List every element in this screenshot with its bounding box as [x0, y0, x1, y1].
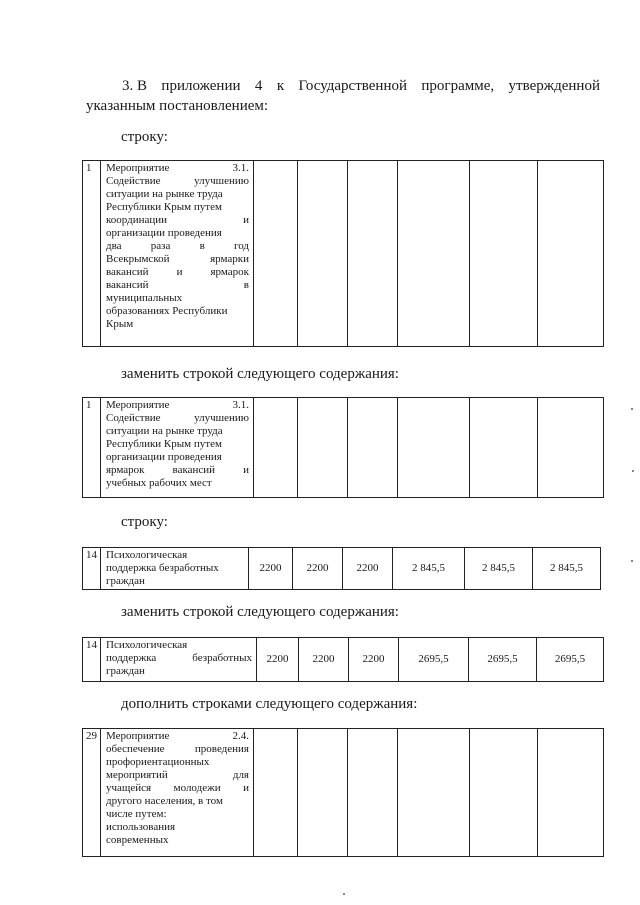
description-word: организации проведения	[106, 227, 222, 239]
empty-cell	[538, 729, 604, 857]
value-cell: 2200	[249, 548, 293, 590]
description-word: учебных рабочих мест	[106, 477, 212, 489]
empty-cell	[398, 161, 470, 347]
description-line	[106, 549, 244, 562]
row-description	[101, 161, 254, 347]
description-word: граждан	[106, 665, 145, 677]
description-line	[106, 769, 249, 782]
empty-cell	[470, 161, 538, 347]
table-new-row-14	[82, 637, 604, 682]
description-line	[106, 821, 249, 834]
empty-cell	[470, 729, 538, 857]
description-word: ярмарки	[210, 253, 249, 265]
row-description	[101, 398, 254, 498]
description-word: вакансий	[106, 266, 149, 278]
description-line	[106, 399, 249, 412]
value-cell: 2 845,5	[465, 548, 533, 590]
description-word: ситуации на рынке труда	[106, 425, 223, 437]
value-cell: 2200	[299, 638, 349, 682]
description-word: проведения	[194, 743, 249, 755]
description-word: другого населения, в том	[106, 795, 223, 807]
empty-cell	[298, 398, 348, 498]
empty-cell	[348, 729, 398, 857]
description-line	[106, 639, 252, 652]
empty-cell	[254, 729, 298, 857]
row-number: 1	[83, 161, 101, 347]
description-word: Мероприятие	[106, 162, 170, 174]
description-line	[106, 162, 249, 175]
empty-cell	[254, 161, 298, 347]
row-number: 1	[83, 398, 101, 498]
value-cell: 2695,5	[399, 638, 469, 682]
description-word: Республики Крым путем	[106, 201, 222, 213]
description-word: для	[232, 769, 249, 781]
description-word: 3.1.	[232, 399, 249, 411]
description-line	[106, 188, 249, 201]
clause-3	[86, 76, 600, 116]
para-dopolnit: дополнить строками следующего содержания:	[121, 696, 418, 712]
description-line	[106, 451, 249, 464]
description-line	[106, 782, 249, 795]
empty-cell	[398, 398, 470, 498]
description-word: и	[243, 464, 249, 476]
clause-word: 3. В	[122, 78, 148, 94]
description-word: и	[243, 782, 249, 794]
description-word: ситуации на рынке труда	[106, 188, 223, 200]
description-line	[106, 834, 249, 847]
description-line	[106, 575, 244, 588]
description-line	[106, 227, 249, 240]
description-word: вакансий	[172, 464, 216, 476]
description-line	[106, 279, 249, 292]
para-stroku-1: строку:	[121, 129, 168, 145]
clause-word: Государственной	[298, 78, 407, 94]
table-new-row-1	[82, 397, 604, 498]
row-description	[101, 729, 254, 857]
description-line	[106, 795, 249, 808]
row-number: 29	[83, 729, 101, 857]
description-word: современных	[106, 834, 169, 846]
row-description	[101, 548, 249, 590]
description-line	[106, 318, 249, 331]
description-word: поддержка	[106, 652, 157, 664]
description-line	[106, 253, 249, 266]
description-line	[106, 214, 249, 227]
description-line	[106, 477, 249, 490]
description-word: организации проведения	[106, 451, 222, 463]
table-old-row-1	[82, 160, 604, 347]
description-word: 3.1.	[232, 162, 249, 174]
description-line	[106, 652, 252, 665]
description-word: Республики Крым путем	[106, 438, 222, 450]
clause-word: программе,	[421, 78, 495, 94]
empty-cell	[538, 161, 604, 347]
description-word: координации	[106, 214, 168, 226]
scan-speck	[632, 470, 634, 472]
description-line	[106, 412, 249, 425]
description-word: образованиях Республики	[106, 305, 228, 317]
description-line	[106, 175, 249, 188]
description-word: и	[243, 214, 249, 226]
description-word: молодежи	[173, 782, 221, 794]
description-word: обеспечение	[106, 743, 165, 755]
description-line	[106, 266, 249, 279]
description-word: профориентационных	[106, 756, 210, 768]
empty-cell	[298, 729, 348, 857]
description-word: два	[106, 240, 122, 252]
description-word: поддержка безработных	[106, 562, 219, 574]
description-line	[106, 756, 249, 769]
description-word: в	[199, 240, 205, 252]
scan-speck	[631, 408, 633, 410]
value-cell: 2200	[349, 638, 399, 682]
description-word: числе путем:	[106, 808, 167, 820]
description-word: улучшению	[194, 175, 249, 187]
value-cell: 2 845,5	[393, 548, 465, 590]
description-line	[106, 201, 249, 214]
para-zamenit-2: заменить строкой следующего содержания:	[121, 604, 399, 620]
description-word: в	[243, 279, 249, 291]
description-word: Крым	[106, 318, 134, 330]
clause-word: к	[276, 78, 285, 94]
description-word: мероприятий	[106, 769, 168, 781]
description-line	[106, 665, 252, 678]
para-zamenit-1: заменить строкой следующего содержания:	[121, 366, 399, 382]
value-cell: 2695,5	[469, 638, 537, 682]
empty-cell	[348, 161, 398, 347]
description-line	[106, 743, 249, 756]
description-word: ярмарок	[106, 464, 145, 476]
empty-cell	[470, 398, 538, 498]
clause-word: приложении	[161, 78, 241, 94]
description-word: безработных	[192, 652, 252, 664]
para-stroku-2: строку:	[121, 514, 168, 530]
description-word: улучшению	[194, 412, 249, 424]
clause-line-2: указанным постановлением:	[86, 98, 269, 114]
value-cell: 2200	[257, 638, 299, 682]
description-line	[106, 425, 249, 438]
description-word: вакансий	[106, 279, 149, 291]
clause-word: утвержденной	[508, 78, 600, 94]
description-word: муниципальных	[106, 292, 183, 304]
description-line	[106, 305, 249, 318]
description-line	[106, 438, 249, 451]
value-cell: 2 845,5	[533, 548, 601, 590]
scan-speck	[631, 560, 633, 562]
description-word: год	[233, 240, 249, 252]
clause-word: 4	[254, 78, 263, 94]
description-line	[106, 808, 249, 821]
row-number: 14	[83, 638, 101, 682]
empty-cell	[254, 398, 298, 498]
description-word: и	[176, 266, 183, 278]
description-word: 2.4.	[232, 730, 249, 742]
value-cell: 2200	[293, 548, 343, 590]
row-number: 14	[83, 548, 101, 590]
value-cell: 2695,5	[537, 638, 604, 682]
empty-cell	[538, 398, 604, 498]
table-add-row-29	[82, 728, 604, 857]
clause-line-1	[86, 76, 600, 96]
description-line	[106, 292, 249, 305]
description-line	[106, 730, 249, 743]
empty-cell	[398, 729, 470, 857]
description-word: Мероприятие	[106, 399, 170, 411]
row-description	[101, 638, 257, 682]
description-word: Психологическая	[106, 639, 188, 651]
description-word: Всекрымской	[106, 253, 170, 265]
description-line	[106, 464, 249, 477]
scan-speck	[343, 893, 345, 895]
description-word: ярмарок	[210, 266, 249, 278]
description-word: Мероприятие	[106, 730, 170, 742]
description-word: учащейся	[106, 782, 152, 794]
description-line	[106, 562, 244, 575]
description-word: Содействие	[106, 175, 161, 187]
description-word: Содействие	[106, 412, 161, 424]
value-cell: 2200	[343, 548, 393, 590]
empty-cell	[348, 398, 398, 498]
description-word: использования	[106, 821, 176, 833]
description-line	[106, 240, 249, 253]
description-word: Психологическая	[106, 549, 188, 561]
description-word: раза	[150, 240, 171, 252]
table-old-row-14	[82, 547, 601, 590]
empty-cell	[298, 161, 348, 347]
description-word: граждан	[106, 575, 145, 587]
